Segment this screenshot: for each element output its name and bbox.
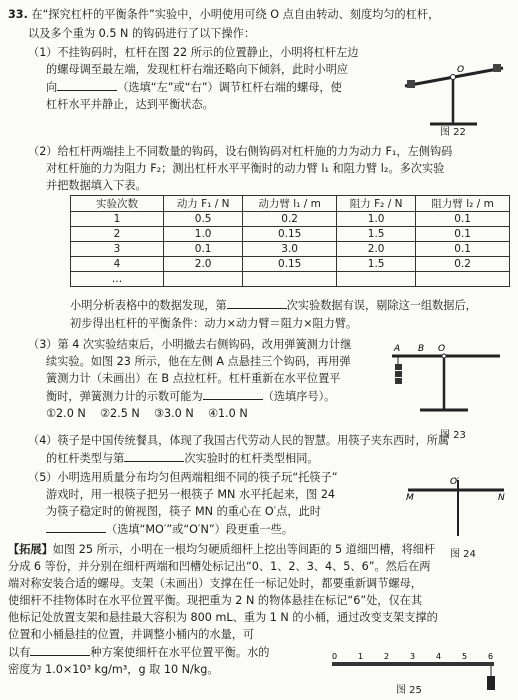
fig23-label-a: A xyxy=(394,344,401,354)
cell: 2 xyxy=(71,227,164,242)
question-intro xyxy=(8,6,513,23)
th-l1: 动力臂 l₁ / m xyxy=(243,196,337,212)
fig23-weight-2 xyxy=(395,371,402,377)
part1-text-to: 向 xyxy=(46,81,58,94)
part4-text-b: 次实验时的杠杆类型相同。 xyxy=(184,452,319,465)
part5-line-1: （5）小明选用质量分布均匀但两端粗细不同的筷子玩“托筷子” xyxy=(28,471,338,484)
cell: 2.0 xyxy=(336,242,415,257)
fig24-label-n: N xyxy=(498,493,505,503)
question-number: 33. xyxy=(8,8,28,21)
option-2[interactable]: ②2.5 N xyxy=(99,407,140,420)
ext-line-4: 使细杆不挂物体时在水平位置平衡。现把重为 2 N 的物体悬挂在标记“6”处，仅在其 xyxy=(8,594,423,607)
fig23-caption: 图 23 xyxy=(440,430,466,441)
answer-blank-direction[interactable] xyxy=(57,78,117,91)
cell: 0.2 xyxy=(416,257,510,272)
part4-text-a: 的杠杆类型与第 xyxy=(46,452,125,465)
part2-line-2: 对杠杆施的力为阻力 F₂；测出杠杆水平平衡时的动力臂 l₁ 和阻力臂 l₂。多次实验 xyxy=(46,162,445,175)
cell: 0.5 xyxy=(164,212,243,227)
ext-text-1: 如图 25 所示，小明在一根均匀硬质细杆上挖出等间距的 5 道细凹槽，将细杆 xyxy=(52,543,436,556)
th-trial: 实验次数 xyxy=(71,196,164,212)
part3 xyxy=(28,336,388,422)
part5 xyxy=(28,469,398,538)
cell: 0.1 xyxy=(416,242,510,257)
fig22-pivot xyxy=(451,75,456,80)
ext-label: 【拓展】 xyxy=(8,543,53,556)
part2 xyxy=(28,143,512,194)
cell: 1.0 xyxy=(164,227,243,242)
option-1[interactable]: ①2.0 N xyxy=(46,407,86,420)
part5-line-4 xyxy=(28,520,398,538)
ext-line-2: 分成 6 等份，并分别在细杆两端和凹槽处标记出“0、1、2、3、4、5、6”。然后在两 xyxy=(8,560,431,573)
figure-24 xyxy=(402,474,510,542)
ext-text-7b: 种方案使细杆在水平位置平衡。水的 xyxy=(90,646,270,659)
table-row xyxy=(71,212,510,227)
figure-23 xyxy=(388,342,506,424)
part3-line-3: 簧测力计（未画出）在 B 点拉杠杆。杠杆重新在水平位置平 xyxy=(46,372,341,385)
data-table xyxy=(70,195,510,287)
ext-line-5: 他标记处放置支架和悬挂最大容积为 800 mL、重为 1 N 的小桶，通过改变支架支撑的 xyxy=(8,611,438,624)
fig23-pivot xyxy=(442,354,446,358)
cell: 0.2 xyxy=(243,212,337,227)
th-f1: 动力 F₁ / N xyxy=(164,196,243,212)
part3-line-4 xyxy=(28,387,388,405)
after-table-line-1 xyxy=(70,296,510,314)
part1-line-3 xyxy=(28,78,388,96)
table-row xyxy=(71,272,510,287)
cell xyxy=(336,272,415,287)
table-row xyxy=(71,257,510,272)
answer-blank-heavier-segment[interactable] xyxy=(46,520,106,533)
part4-line-1: （4）筷子是中国传统餐具，体现了我国古代劳动人民的智慧。用筷子夹东西时，所属 xyxy=(28,434,450,447)
after-table-text-b: 次实验数据有误，剔除这一组数据后， xyxy=(286,299,477,312)
ext-line-8: 密度为 1.0×10³ kg/m³，g 取 10 N/kg。 xyxy=(8,663,219,676)
cell: 4 xyxy=(71,257,164,272)
intro-line-2: 以及多个重为 0.5 N 的钩码进行了以下操作： xyxy=(28,27,256,40)
fig23-weight-1 xyxy=(395,364,402,370)
answer-blank-reading[interactable] xyxy=(203,387,263,400)
fig22-nut-left xyxy=(407,80,415,88)
th-l2: 阻力臂 l₂ / m xyxy=(416,196,510,212)
th-f2: 阻力 F₂ / N xyxy=(336,196,415,212)
option-4[interactable]: ④1.0 N xyxy=(207,407,248,420)
fig25-mark: 2 xyxy=(384,652,390,661)
part5-line-2: 游戏时，用一根筷子把另一根筷子 MN 水平托起来，图 24 xyxy=(46,488,336,501)
part1-text-option: （选填“左”或“右”）调节杠杆右端的螺母，使 xyxy=(117,81,342,94)
fig22-nut-right xyxy=(493,64,501,72)
cell: 1 xyxy=(71,212,164,227)
fig22-caption: 图 22 xyxy=(440,127,466,138)
cell: 2.0 xyxy=(164,257,243,272)
cell: 1.5 xyxy=(336,227,415,242)
part1-line-4: 杠杆水平并静止，达到平衡状态。 xyxy=(46,98,214,111)
cell xyxy=(164,272,243,287)
option-3[interactable]: ③3.0 N xyxy=(153,407,194,420)
part3-line-1: （3）第 4 次实验结束后，小明撤去右侧钩码，改用弹簧测力计继 xyxy=(28,338,352,351)
fig22-pivot-label: O xyxy=(457,65,465,75)
part5-line-3: 为筷子稳定时的俯视图，筷子 MN 的重心在 O′点，此时 xyxy=(46,505,321,518)
fig23-label-b: B xyxy=(418,344,425,354)
fig24-label-o: O′ xyxy=(450,477,460,487)
ext-line-6: 位置和小桶悬挂的位置，并调整小桶内的水量，可 xyxy=(8,628,255,641)
part5-text: （选填“MO′”或“O′N”）段更重一些。 xyxy=(106,523,293,536)
table-row xyxy=(71,242,510,257)
fig25-mark: 0 xyxy=(332,652,338,661)
cell: 3 xyxy=(71,242,164,257)
part3-text-a: 衡时，弹簧测力计的示数可能为 xyxy=(46,390,203,403)
cell: 1.0 xyxy=(336,212,415,227)
table-row xyxy=(71,227,510,242)
part4 xyxy=(28,432,512,467)
part2-line-3: 并把数据填入下表。 xyxy=(46,179,147,192)
cell xyxy=(243,272,337,287)
table-header-row xyxy=(71,196,510,212)
cell: 0.15 xyxy=(243,257,337,272)
fig23-weight-3 xyxy=(395,378,402,384)
intro-line-1: 在“探究杠杆的平衡条件”实验中，小明使用可绕 O 点自由转动、刻度均匀的杠杆， xyxy=(31,8,440,21)
cell xyxy=(416,272,510,287)
fig24-label-m: M xyxy=(406,493,414,503)
answer-blank-schemes[interactable] xyxy=(30,643,90,656)
cell: 0.1 xyxy=(164,242,243,257)
fig25-mark: 4 xyxy=(436,652,442,661)
fig25-mark: 1 xyxy=(358,652,364,661)
fig25-object xyxy=(487,676,495,690)
part1 xyxy=(28,44,388,113)
fig25-mark: 3 xyxy=(410,652,416,661)
cell: … xyxy=(71,272,164,287)
answer-blank-wrong-trial[interactable] xyxy=(227,296,287,309)
part3-options xyxy=(28,405,388,422)
cell: 0.1 xyxy=(416,227,510,242)
part1-line-1: （1）不挂钩码时，杠杆在图 22 所示的位置静止，小明将杠杆左边 xyxy=(28,46,359,59)
fig25-mark: 6 xyxy=(488,652,494,661)
ext-line-1 xyxy=(8,541,513,558)
part3-text-b: （选填序号）。 xyxy=(262,390,336,403)
fig25-caption: 图 25 xyxy=(396,685,422,696)
cell: 1.5 xyxy=(336,257,415,272)
fig25-mark: 5 xyxy=(462,652,468,661)
cell: 0.15 xyxy=(243,227,337,242)
ext-line-3: 端对称安装合适的螺母。支架（未画出）支撑在任一标记处时，都要重新调节螺母， xyxy=(8,577,422,590)
fig24-caption: 图 24 xyxy=(450,549,476,560)
cell: 0.1 xyxy=(416,212,510,227)
part3-line-2: 续实验。如图 23 所示，他在左侧 A 点悬挂三个钩码，再用弹 xyxy=(46,355,351,368)
after-table-text-a: 小明分析表格中的数据发现，第 xyxy=(70,299,227,312)
cell: 3.0 xyxy=(243,242,337,257)
part2-line-1: （2）给杠杆两端挂上不同数量的钩码，设右侧钩码对杠杆施的力为动力 F₁，左侧钩码 xyxy=(28,145,453,158)
part4-line-2 xyxy=(28,449,512,467)
fig23-label-o: O xyxy=(438,344,446,354)
fig25-rod xyxy=(332,662,494,666)
ext-text-7a: 以有 xyxy=(8,646,31,659)
part1-line-2: 的螺母调至最左端，发现杠杆右端还略向下倾斜，此时小明应 xyxy=(46,63,349,76)
after-table-line-2: 初步得出杠杆的平衡条件：动力×动力臂＝阻力×阻力臂。 xyxy=(70,317,358,330)
answer-blank-chopstick-trial[interactable] xyxy=(124,449,184,462)
